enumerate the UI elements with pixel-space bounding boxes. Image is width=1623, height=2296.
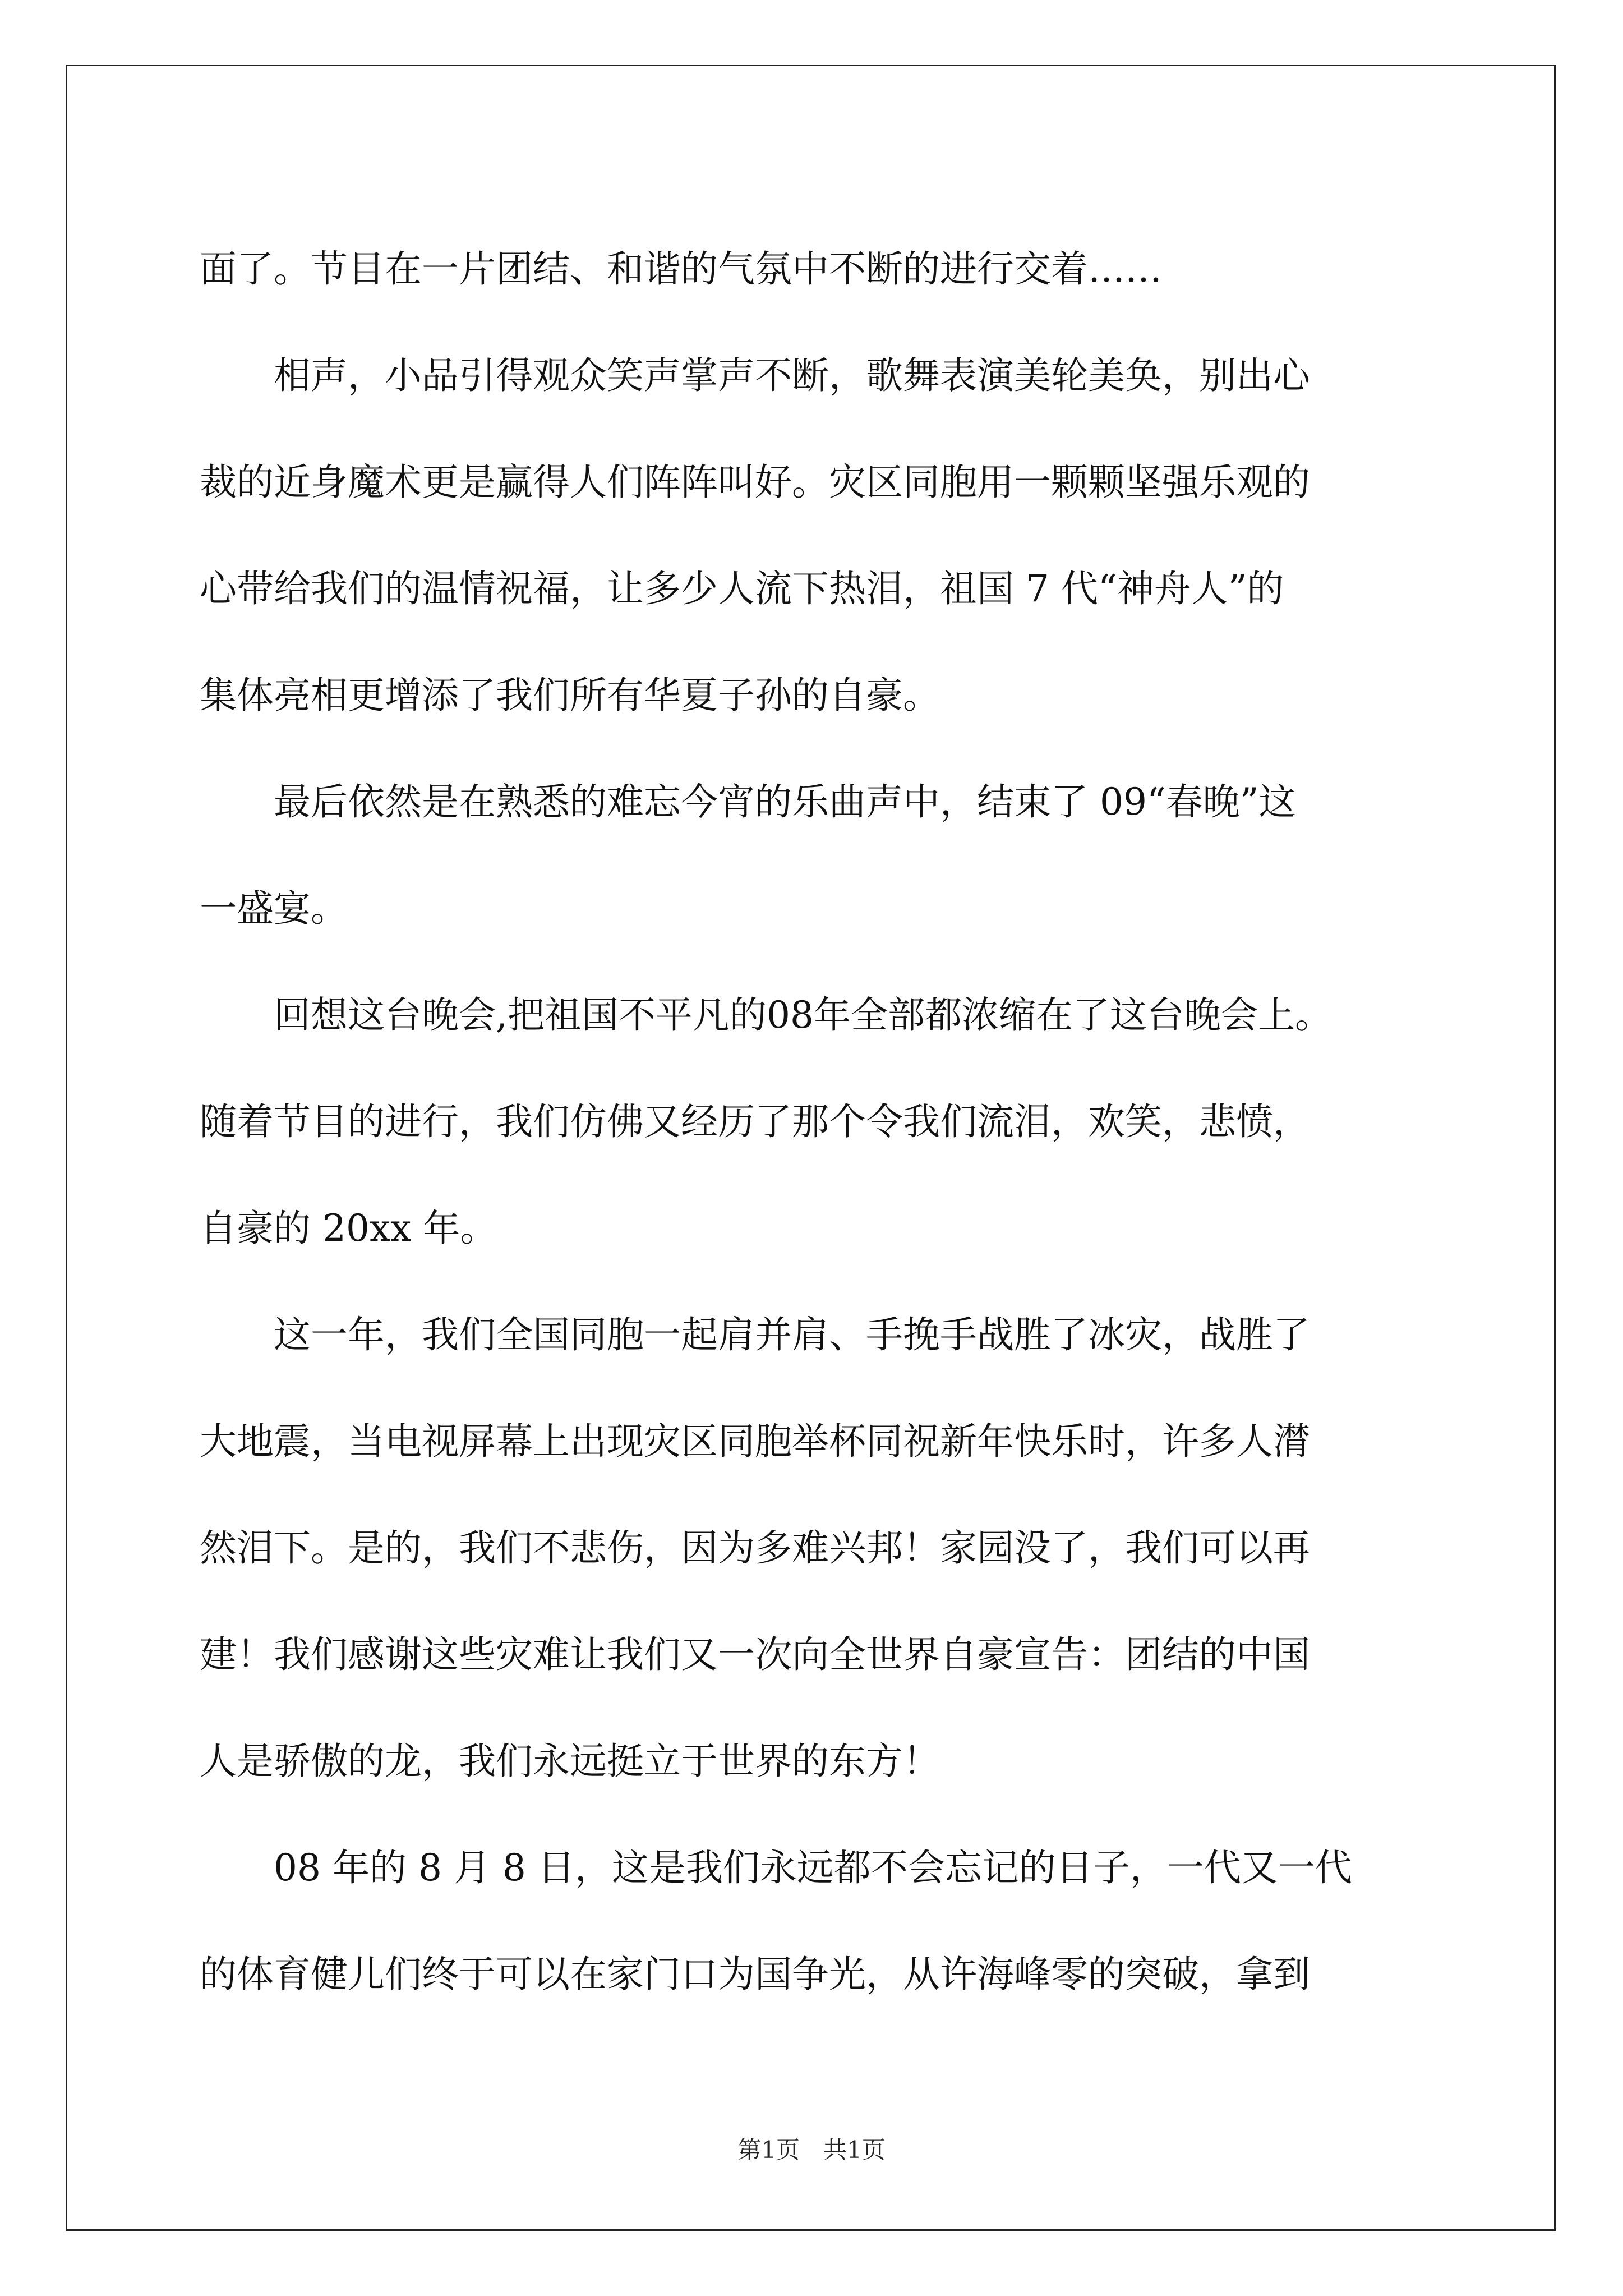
text-line: 集体亮相更增添了我们所有华夏子孙的自豪。: [200, 674, 940, 717]
text-line: 然泪下。是的，我们不悲伤，因为多难兴邦！家园没了，我们可以再: [200, 1526, 1310, 1570]
text-line: 大地震，当电视屏幕上出现灾区同胞举杯同祝新年快乐时，许多人潸: [200, 1420, 1310, 1463]
text-line: 相声，小品引得观众笑声掌声不断，歌舞表演美轮美奂，别出心: [200, 354, 1310, 397]
text-line: 回想这台晚会,把祖国不平凡的08年全部都浓缩在了这台晚会上。: [200, 993, 1332, 1037]
text-line: 人是骄傲的龙，我们永远挺立于世界的东方！: [200, 1740, 940, 1783]
text-line: 建！我们感谢这些灾难让我们又一次向全世界自豪宣告：团结的中国: [200, 1633, 1310, 1676]
text-line: 心带给我们的温情祝福，让多少人流下热泪，祖国 7 代“神舟人”的: [200, 567, 1284, 610]
text-line: 这一年，我们全国同胞一起肩并肩、手挽手战胜了冰灾，战胜了: [200, 1313, 1310, 1356]
text-line: 面了。节目在一片团结、和谐的气氛中不断的进行交着……: [200, 247, 1162, 291]
text-line: 随着节目的进行，我们仿佛又经历了那个令我们流泪，欢笑，悲愤，: [200, 1100, 1310, 1143]
text-line: 一盛宴。: [200, 887, 348, 930]
text-line: 的体育健儿们终于可以在家门口为国争光，从许海峰零的突破，拿到: [200, 1953, 1310, 1996]
text-line: 裁的近身魔术更是赢得人们阵阵叫好。灾区同胞用一颗颗坚强乐观的: [200, 461, 1310, 504]
text-line: 08 年的 8 月 8 日，这是我们永远都不会忘记的日子，一代又一代: [200, 1846, 1352, 1889]
text-line: 最后依然是在熟悉的难忘今宵的乐曲声中，结束了 09“春晚”这: [200, 780, 1296, 823]
page-number-footer: 第1页 共1页: [737, 2136, 886, 2164]
document-body: [200, 216, 1427, 2028]
text-line: 自豪的 20xx 年。: [200, 1207, 497, 1250]
